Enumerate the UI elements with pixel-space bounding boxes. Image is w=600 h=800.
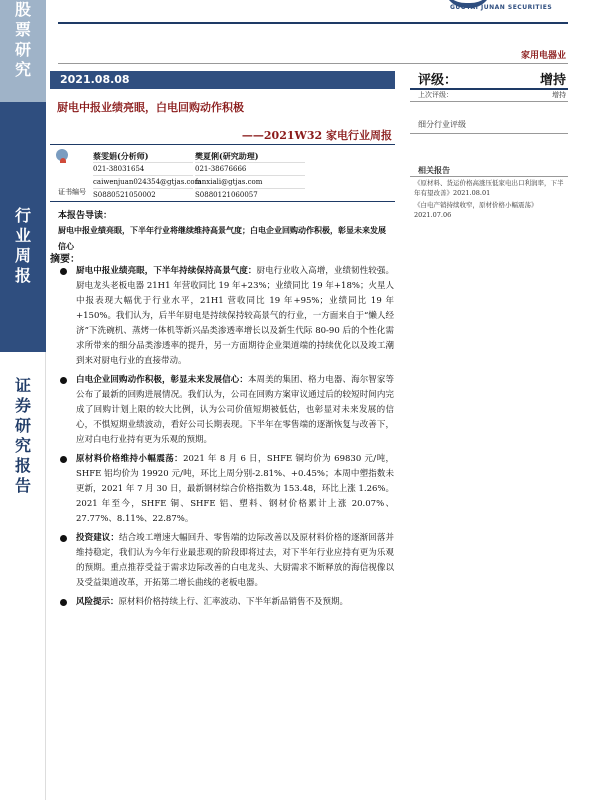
previous-rating-value: 增持 <box>552 91 566 99</box>
related-report-item[interactable]: 《原材料、货运价格高涨压低家电出口利润率，下半年有望改善》2021.08.01 <box>414 179 564 197</box>
analyst-phone: 021-38031654 <box>93 163 193 176</box>
summary-item-text: 本周美的集团、格力电器、海尔智家等公布了最新的回购进展情况。我们认为，公司在回购方案审议通过后的较短时间内完成了回购计划上限的较大比例，认为公司价值短期被低估，也彰显对未来发展的信心，不惧短期业绩波动，看好公司长期表现。下半年在零售端的逐渐恢复与改善下，应对白电行业持有更为乐观的预期。 <box>76 375 394 445</box>
summary-item-text: 厨电行业收入高增，业绩韧性较强。厨电龙头老板电器 21H1 年营收同比 19 年+23%；业绩同比 19 年+18%；火星人中报表现大幅优于行业水平，21H1 营收同比 19 年+95%；业绩同比 19 年+150%。我们认为，后半年厨电是持续保持较高景气的行业，一方面来自于“懒人经济”下洗碗机、蒸烤一体机等新兴品类渗透率增长以及新生代际 80-90 后的个性化需求所带来的细分品类渗透率的提升，另一方面期待企业渠道端的持续优化以及竣工潮到来对厨电行业的直接带动。 <box>76 266 394 366</box>
side-strip <box>0 0 46 800</box>
report-date: 2021.08.08 <box>50 71 395 89</box>
sub-industry-rating-heading: 细分行业评级 <box>418 120 466 129</box>
category-divider <box>58 63 568 64</box>
related-report-item[interactable]: 《白电产销持续收窄，原材价格小幅震荡》2021.07.06 <box>414 201 538 219</box>
header-divider <box>58 22 568 24</box>
guide-heading: 本报告导读： <box>58 211 113 221</box>
summary-item-text: 原材料价格持续上行、汇率波动、下半年新品销售不及预期。 <box>118 597 349 607</box>
side-label-weekly: 行业周报 <box>14 206 31 285</box>
report-title: 厨电中报业绩亮眼，白电回购动作积极 <box>57 101 244 114</box>
previous-rating-label: 上次评级： <box>418 91 453 99</box>
summary-item-text: 结合竣工增速大幅回升、零售端的边际改善以及原材料价格的逐渐回落并维持稳定，我们认为今年行业最悲观的阶段即将过去，对下半年行业应持有更为乐观的预期。重点推荐受益于需求边际改善的白电龙头、大厨需求不断释放的海信视像以及受益渠道改革，开拓第二增长曲线的老板电器。 <box>76 533 394 588</box>
summary-item <box>58 373 394 448</box>
analyst-cert: S0880121060057 <box>195 189 305 202</box>
logo-text: GUOTAI JUNAN SECURITIES <box>450 4 553 11</box>
analyst-cert: S0880521050002 <box>93 189 193 202</box>
summary-item-lead: 厨电中报业绩亮眼，下半年持续保持高景气度： <box>76 266 257 276</box>
related-reports-heading: 相关报告 <box>418 165 450 175</box>
summary-item-lead: 白电企业回购动作积极，彰显未来发展信心： <box>76 375 248 385</box>
subtitle-divider <box>50 144 395 145</box>
related-reports-divider <box>410 176 568 177</box>
summary-item <box>58 264 394 369</box>
analyst-divider <box>50 201 395 202</box>
analyst-card-2 <box>195 150 305 202</box>
previous-rating-divider <box>410 101 568 102</box>
analyst-name: 樊夏俐(研究助理) <box>195 150 305 163</box>
company-logo <box>400 0 600 22</box>
analyst-phone: 021-38676666 <box>195 163 305 176</box>
summary-item <box>58 595 394 610</box>
related-reports-list <box>414 178 568 222</box>
analyst-email[interactable]: caiwenjuan024354@gtjas.com <box>93 176 193 189</box>
analyst-name: 蔡雯娟(分析师) <box>93 150 193 163</box>
industry-category: 家用电器业 <box>520 51 566 61</box>
summary-item-lead: 风险提示： <box>76 597 119 607</box>
side-label-stock-research: 股票研究 <box>14 0 31 79</box>
side-label-report: 证券研究报告 <box>14 376 31 495</box>
analyst-email[interactable]: fanxiali@gtjas.com <box>195 176 305 189</box>
cert-label: 证书编号 <box>58 188 86 196</box>
summary-item-text: 2021 年 8 月 6 日，SHFE 铜均价为 69830 元/吨，SHFE 铝均价为 19920 元/吨，环比上周分别-2.81%、+0.45%；本周中塑指数未更新，2021 年 7 月 30 日，最新钢材综合价格指数为 153.48，环比上涨 1.26%。2021 年至今，SHFE 铜、SHFE 铝、塑料、钢材价格累计上涨 20.07%、27.77%、8.11%、22.87%。 <box>76 454 394 524</box>
report-subtitle: ——2021W32 家电行业周报 <box>241 129 392 142</box>
summary-item <box>58 452 394 527</box>
rating-label: 评级： <box>418 73 458 88</box>
summary-item-lead: 投资建议： <box>76 533 119 543</box>
analyst-card-1 <box>93 150 202 202</box>
rating-value: 增持 <box>539 73 566 88</box>
analyst-icon <box>56 149 68 161</box>
summary-item <box>58 531 394 591</box>
summary-list <box>58 264 394 614</box>
summary-item-lead: 原材料价格维持小幅震荡： <box>76 454 184 464</box>
summary-heading: 摘要： <box>50 254 80 265</box>
sub-industry-divider <box>410 133 568 134</box>
guide-text: 厨电中报业绩亮眼，下半年行业将继续维持高景气度；白电企业回购动作积极，彰显未来发展信心 <box>58 225 386 251</box>
